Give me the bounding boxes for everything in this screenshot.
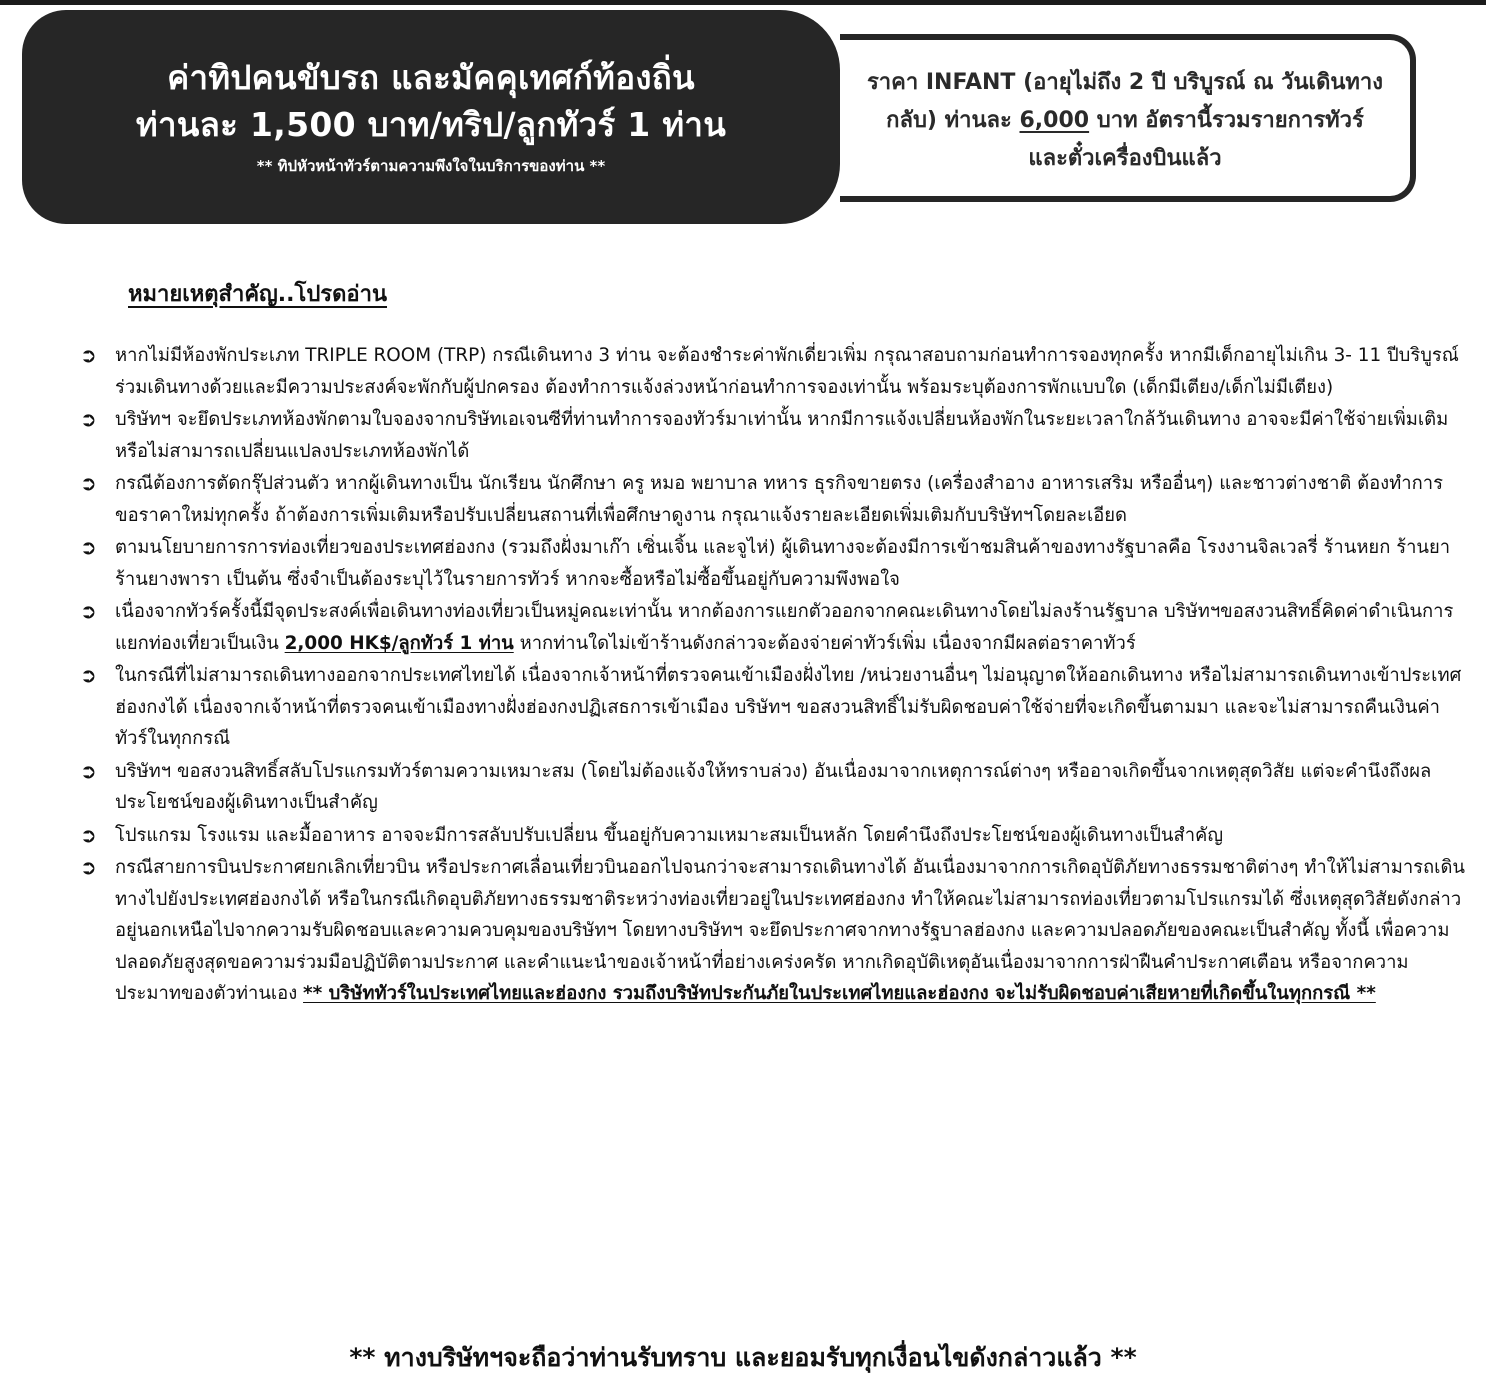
- arrow-bullet-icon: ➲: [80, 407, 97, 431]
- note-item: [80, 660, 1466, 755]
- note-item: [80, 820, 1466, 852]
- top-rule: [0, 0, 1486, 5]
- note-item: [80, 532, 1466, 595]
- notes-list: [80, 340, 1466, 1011]
- note-emphasis: ** บริษัททัวร์ในประเทศไทยและฮ่องกง รวมถึงบริษัทประกันภัยในประเทศไทยและฮ่องกง จะไม่รับผิดชอบค่าเสียหายที่เกิดขึ้นในทุกกรณี **: [303, 983, 1376, 1004]
- note-text: เนื่องจากทัวร์ครั้งนี้มีจุดประสงค์เพื่อเดินทางท่องเที่ยวเป็นหมู่คณะเท่านั้น หากต้องการแยกตัวออกจากคณะเดินทางโดยไม่ลงร้านรัฐบาล บริษัทฯขอสงวนสิทธิ์คิดค่าดำเนินการแยกท่องเที่ยวเป็นเงิน: [115, 601, 1454, 654]
- tip-banner-note: ** ทิปหัวหน้าทัวร์ตามความพึงใจในบริการของท่าน **: [256, 157, 606, 175]
- note-text: กรณีสายการบินประกาศยกเลิกเที่ยวบิน หรือประกาศเลื่อนเที่ยวบินออกไปจนกว่าจะสามารถเดินทางได้ อันเนื่องมาจากการเกิดอุบัติภัยทางธรรมชาติต่างๆ ทำให้ไม่สามารถเดินทางไปยังประเทศฮ่องกงได้ หรือในกรณีเกิดอุบติภัยทางธรรมชาติระหว่างท่องเที่ยวอยู่ในประเทศฮ่องกง ทำให้คณะไม่สามารถท่องเที่ยวตามโปรแกรมได้ ซึ่งเหตุสุดวิสัยดังกล่าวอยู่นอกเหนือไปจากความรับผิดชอบและความควบคุมของบริษัทฯ โดยทางบริษัทฯ จะยึดประกาศจากทางรัฐบาลฮ่องกง และความปลอดภัยของคณะเป็นสำคัญ ทั้งนี้ เพื่อความปลอดภัยสูงสุดขอความร่วมมือปฏิบัติตามประกาศ และคำแนะนำของเจ้าหน้าที่อย่างเคร่งครัด หากเกิดอุบัติเหตุอันเนื่องมาจากการฝ่าฝืนคำประกาศเตือน หรือจากความประมาทของตัวท่านเอง: [115, 857, 1465, 1004]
- arrow-bullet-icon: ➲: [80, 758, 97, 783]
- arrow-bullet-icon: ➲: [80, 535, 97, 559]
- tip-banner: [22, 10, 840, 224]
- infant-price-box: [840, 34, 1416, 202]
- note-item: [80, 404, 1466, 467]
- note-text: บริษัทฯ ขอสงวนสิทธิ์สลับโปรแกรมทัวร์ตามความเหมาะสม (โดยไม่ต้องแจ้งให้ทราบล่วง) อันเนื่องมาจากเหตุการณ์ต่างๆ หรืออาจเกิดขึ้นจากเหตุสุดวิสัย แต่จะคำนึงถึงผลประโยชน์ของผู้เดินทางเป็นสำคัญ: [115, 760, 1432, 813]
- note-text: หากไม่มีห้องพักประเภท TRIPLE ROOM (TRP) กรณีเดินทาง 3 ท่าน จะต้องชำระค่าพักเดี่ยวเพิ่ม กรุณาสอบถามก่อนทำการจองทุกครั้ง หากมีเด็กอายุไม่เกิน 3- 11 ปีบริบูรณ์ ร่วมเดินทางด้วยและมีความประสงค์จะพักกับผู้ปกครอง ต้องทำการแจ้งล่วงหน้าก่อนทำการจองเท่านั้น พร้อมระบุต้องการพักแบบใด (เด็กมีเตียง/เด็กไม่มีเตียง): [115, 345, 1459, 398]
- note-item: [80, 596, 1466, 659]
- note-text: ในกรณีที่ไม่สามารถเดินทางออกจากประเทศไทยได้ เนื่องจากเจ้าหน้าที่ตรวจคนเข้าเมืองฝั่งไทย /หน่วยงานอื่นๆ ไม่อนุญาตให้ออกเดินทาง หรือไม่สามารถเดินทางเข้าประเทศฮ่องกงได้ เนื่องจากเจ้าหน้าที่ตรวจคนเข้าเมืองทางฝั่งฮ่องกงปฏิเสธการเข้าเมือง บริษัทฯ ขอสงวนสิทธิ์ไม่รับผิดชอบค่าใช้จ่ายที่จะเกิดขึ้นตามมา และจะไม่สามารถคืนเงินค่าทัวร์ในทุกกรณี: [115, 665, 1462, 749]
- arrow-bullet-icon: ➲: [80, 343, 97, 367]
- arrow-bullet-icon: ➲: [80, 855, 97, 879]
- notes-heading: หมายเหตุสำคัญ..โปรดอ่าน: [128, 282, 388, 307]
- tip-banner-price: ท่านละ 1,500 บาท/ทริป/ลูกทัวร์ 1 ท่าน: [135, 105, 727, 144]
- note-item: [80, 340, 1466, 403]
- infant-text-after: บาท อัตรานี้รวมรายการทัวร์ และตั๋วเครื่องบินแล้ว: [1028, 108, 1364, 171]
- note-item: [80, 468, 1466, 531]
- arrow-bullet-icon: ➲: [80, 599, 97, 623]
- infant-text-before: ราคา INFANT (อายุไม่ถึง 2 ปี บริบูรณ์ ณ วันเดินทางกลับ) ท่านละ: [866, 70, 1384, 133]
- closing-statement: ** ทางบริษัทฯจะถือว่าท่านรับทราบ และยอมรับทุกเงื่อนไขดังกล่าวแล้ว **: [349, 1343, 1137, 1372]
- note-emphasis: 2,000 HK$/ลูกทัวร์ 1 ท่าน: [284, 632, 514, 654]
- arrow-bullet-icon: ➲: [80, 471, 97, 495]
- infant-price-text: [866, 64, 1384, 178]
- note-text-after: หากท่านใดไม่เข้าร้านดังกล่าวจะต้องจ่ายค่าทัวร์เพิ่ม เนื่องจากมีผลต่อราคาทัวร์: [513, 632, 1136, 654]
- note-item: [80, 852, 1466, 1010]
- infant-price-value: 6,000: [1019, 108, 1090, 133]
- note-item: [80, 756, 1466, 819]
- note-text: บริษัทฯ จะยึดประเภทห้องพักตามใบจองจากบริษัทเอเจนซีที่ท่านทำการจองทัวร์มาเท่านั้น หากมีการแจ้งเปลี่ยนห้องพักในระยะเวลาใกล้วันเดินทาง อาจจะมีค่าใช้จ่ายเพิ่มเติม หรือไม่สามารถเปลี่ยนแปลงประเภทห้องพักได้: [115, 409, 1449, 462]
- tip-banner-title: ค่าทิปคนขับรถ และมัคคุเทศก์ท้องถิ่น: [167, 58, 695, 97]
- note-text: ตามนโยบายการการท่องเที่ยวของประเทศฮ่องกง (รวมถึงฝั่งมาเก๊า เซิ่นเจิ้น และจูไห่) ผู้เดินทางจะต้องมีการเข้าชมสินค้าของทางรัฐบาลคือ โรงงานจิลเวลรี่ ร้านหยก ร้านยา ร้านยางพารา เป็นต้น ซึ่งจำเป็นต้องระบุไว้ในรายการทัวร์ หากจะซื้อหรือไม่ซื้อขึ้นอยู่กับความพึงพอใจ: [115, 537, 1451, 590]
- note-text: โปรแกรม โรงแรม และมื้ออาหาร อาจจะมีการสลับปรับเปลี่ยน ขึ้นอยู่กับความเหมาะสมเป็นหลัก โดยคำนึงถึงประโยชน์ของผู้เดินทางเป็นสำคัญ: [115, 824, 1224, 846]
- arrow-bullet-icon: ➲: [80, 822, 97, 847]
- note-text: กรณีต้องการตัดกรุ๊ปส่วนตัว หากผู้เดินทางเป็น นักเรียน นักศึกษา ครู หมอ พยาบาล ทหาร ธุรกิจขายตรง (เครื่องสำอาง อาหารเสริม หรืออื่นๆ) และชาวต่างชาติ ต้องทำการขอราคาใหม่ทุกครั้ง ถ้าต้องการเพิ่มเติมหรือปรับเปลี่ยนสถานที่เพื่อศึกษาดูงาน กรุณาแจ้งรายละเอียดเพิ่มเติมกับบริษัทฯโดยละเอียด: [115, 473, 1443, 526]
- arrow-bullet-icon: ➲: [80, 663, 97, 687]
